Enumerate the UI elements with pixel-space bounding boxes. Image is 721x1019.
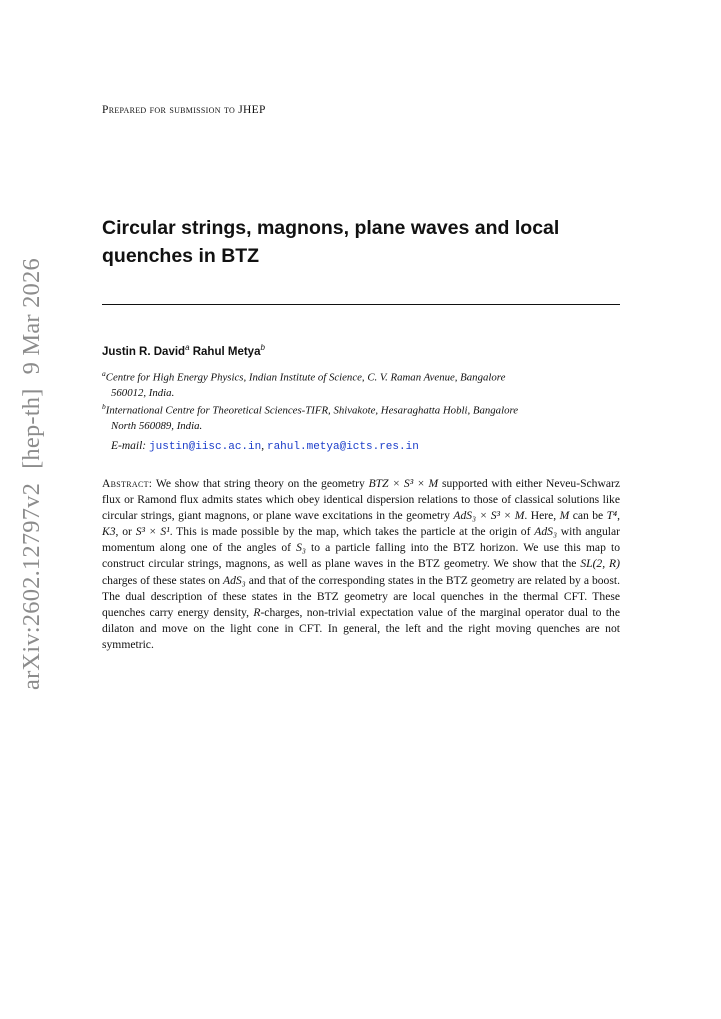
affiliation-text: North 560089, India. xyxy=(111,419,203,432)
abstract-text: , or xyxy=(115,525,136,539)
math-expression: BTZ × S³ × M xyxy=(368,477,439,490)
author-name: Justin R. David xyxy=(102,345,186,358)
arxiv-date: 9 Mar 2026 xyxy=(18,258,45,375)
author-list xyxy=(102,343,265,358)
email-line xyxy=(111,440,419,453)
arxiv-id: arXiv:2602.12797v2 xyxy=(18,482,45,690)
math-expression: M xyxy=(559,509,570,523)
abstract-text: , xyxy=(617,509,620,523)
math-expression: AdS₃ xyxy=(534,525,557,539)
math-expression: S³ × S¹ xyxy=(135,525,170,539)
math-expression: S₃ xyxy=(296,541,306,555)
math-expression: AdS₃ × S³ × M xyxy=(453,509,525,523)
abstract-text: . This is made possible by the map, which takes the particle at the origin of xyxy=(169,525,535,539)
arxiv-category: [hep-th] xyxy=(18,388,45,469)
math-expression: K3 xyxy=(102,525,116,539)
journal-preparation-note: Prepared for submission to JHEP xyxy=(102,104,266,116)
abstract-text: supported with either Neveu-Schwarz flux or Ramond flux admits states which obey identical dispersion relations to those of classical solutions like circular strings, giant magnons, or plane wave excitations in the geometry xyxy=(102,477,620,523)
abstract-text: can be xyxy=(569,509,607,523)
email-separator: , xyxy=(261,440,265,452)
math-expression: T⁴ xyxy=(606,509,618,523)
affiliation-text: International Centre for Theoretical Sciences-TIFR, Shivakote, Hesaraghatta Hobli, Bangalore xyxy=(105,404,519,417)
affiliation-text: 560012, India. xyxy=(111,386,175,399)
abstract-label: Abstract: xyxy=(102,477,153,490)
math-expression: SL(2, R) xyxy=(580,557,620,571)
affiliation-mark: b xyxy=(260,343,265,352)
affiliation-mark: a xyxy=(185,343,190,352)
email-link[interactable]: justin@iisc.ac.in xyxy=(149,441,262,453)
email-link[interactable]: rahul.metya@icts.res.in xyxy=(266,441,419,453)
affiliation-mark: a xyxy=(102,369,106,378)
abstract-text: with angular momentum along one of the angles of xyxy=(102,525,620,555)
math-expression: R xyxy=(253,605,261,619)
abstract-text: to a particle falling into the BTZ horizon. We use this map to construct circular strings, magnons, as well as plane waves in the BTZ geometry. We show that the xyxy=(102,541,620,571)
abstract-text: and that of the corresponding states in the BTZ geometry are related by a boost. The dual description of these states in the BTZ geometry are local quenches in the thermal CFT. These quenches carry energy density, xyxy=(102,573,620,619)
email-label: E-mail: xyxy=(111,440,147,452)
author-name: Rahul Metya xyxy=(192,345,261,358)
abstract-text: . Here, xyxy=(524,509,560,523)
abstract-text: We show that string theory on the geometry xyxy=(155,477,369,490)
math-expression: AdS₃ xyxy=(223,573,246,587)
title-divider xyxy=(102,304,620,305)
affiliation-text: Centre for High Energy Physics, Indian Institute of Science, C. V. Raman Avenue, Bangalore xyxy=(105,371,506,384)
abstract-text: charges of these states on xyxy=(102,573,223,587)
arxiv-identifier-stamp xyxy=(18,258,46,690)
paper-title: Circular strings, magnons, plane waves and local quenches in BTZ xyxy=(102,217,560,267)
affiliation-b xyxy=(102,399,620,434)
affiliation-mark: b xyxy=(102,402,106,411)
affiliation-a xyxy=(102,366,620,401)
abstract-text: -charges, non-trivial expectation value of the marginal operator dual to the dilaton and move on the light cone in CFT. In general, the left and the right moving quenches are not symmetric. xyxy=(102,605,620,651)
abstract xyxy=(102,476,620,653)
